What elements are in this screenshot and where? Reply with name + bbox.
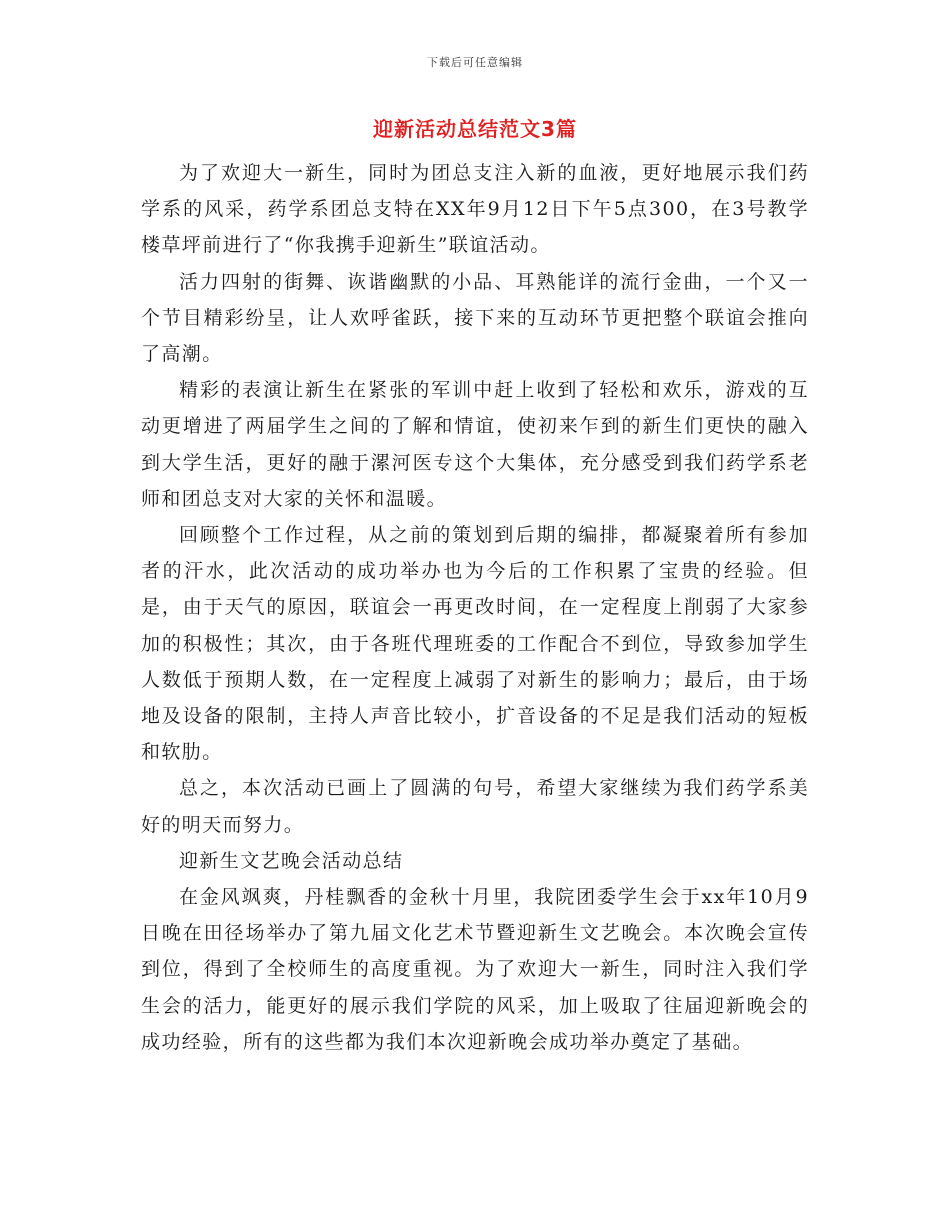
paragraph: 精彩的表演让新生在紧张的军训中赶上收到了轻松和欢乐，游戏的互动更增进了两届学生之间的了解和情谊，使初来乍到的新生们更快的融入到大学生活，更好的融于漯河医专这个大集体，充分感受到我们药学系老师和团总支对大家的关怀和温暖。 xyxy=(141,379,809,510)
paragraph: 活力四射的街舞、诙谐幽默的小品、耳熟能详的流行金曲，一个又一个节目精彩纷呈，让人欢呼雀跃，接下来的互动环节更把整个联谊会推向了高潮。 xyxy=(141,270,809,366)
paragraph: 为了欢迎大一新生，同时为团总支注入新的血液，更好地展示我们药学系的风采，药学系团总支特在XX年9月12日下午5点300，在3号教学楼草坪前进行了“你我携手迎新生”联谊活动。 xyxy=(141,162,809,257)
section-subheading: 迎新生文艺晚会活动总结 xyxy=(179,849,404,872)
header-note: 下载后可任意编辑 xyxy=(427,56,523,69)
paragraph: 在金风飒爽，丹桂飘香的金秋十月里，我院团委学生会于xx年10月9日晚在田径场举办了第九届文化艺术节暨迎新生文艺晚会。本次晚会宣传到位，得到了全校师生的高度重视。为了欢迎大一新生，同时注入我们学生会的活力，能更好的展示我们学院的风采，加上吸取了往届迎新晚会的成功经验，所有的这些都为我们本次迎新晚会成功举办奠定了基础。 xyxy=(141,886,809,1053)
paragraph: 回顾整个工作过程，从之前的策划到后期的编排，都凝聚着所有参加者的汗水，此次活动的成功举办也为今后的工作积累了宝贵的经验。但是，由于天气的原因，联谊会一再更改时间，在一定程度上削弱了大家参加的积极性；其次，由于各班代理班委的工作配合不到位，导致参加学生人数低于预期人数，在一定程度上减弱了对新生的影响力；最后，由于场地及设备的限制，主持人声音比较小，扩音设备的不足是我们活动的短板和软肋。 xyxy=(141,524,809,764)
document-body xyxy=(141,155,809,1060)
paragraph: 总之，本次活动已画上了圆满的句号，希望大家继续为我们药学系美好的明天而努力。 xyxy=(141,777,809,836)
document-title: 迎新活动总结范文3篇 xyxy=(373,117,577,141)
